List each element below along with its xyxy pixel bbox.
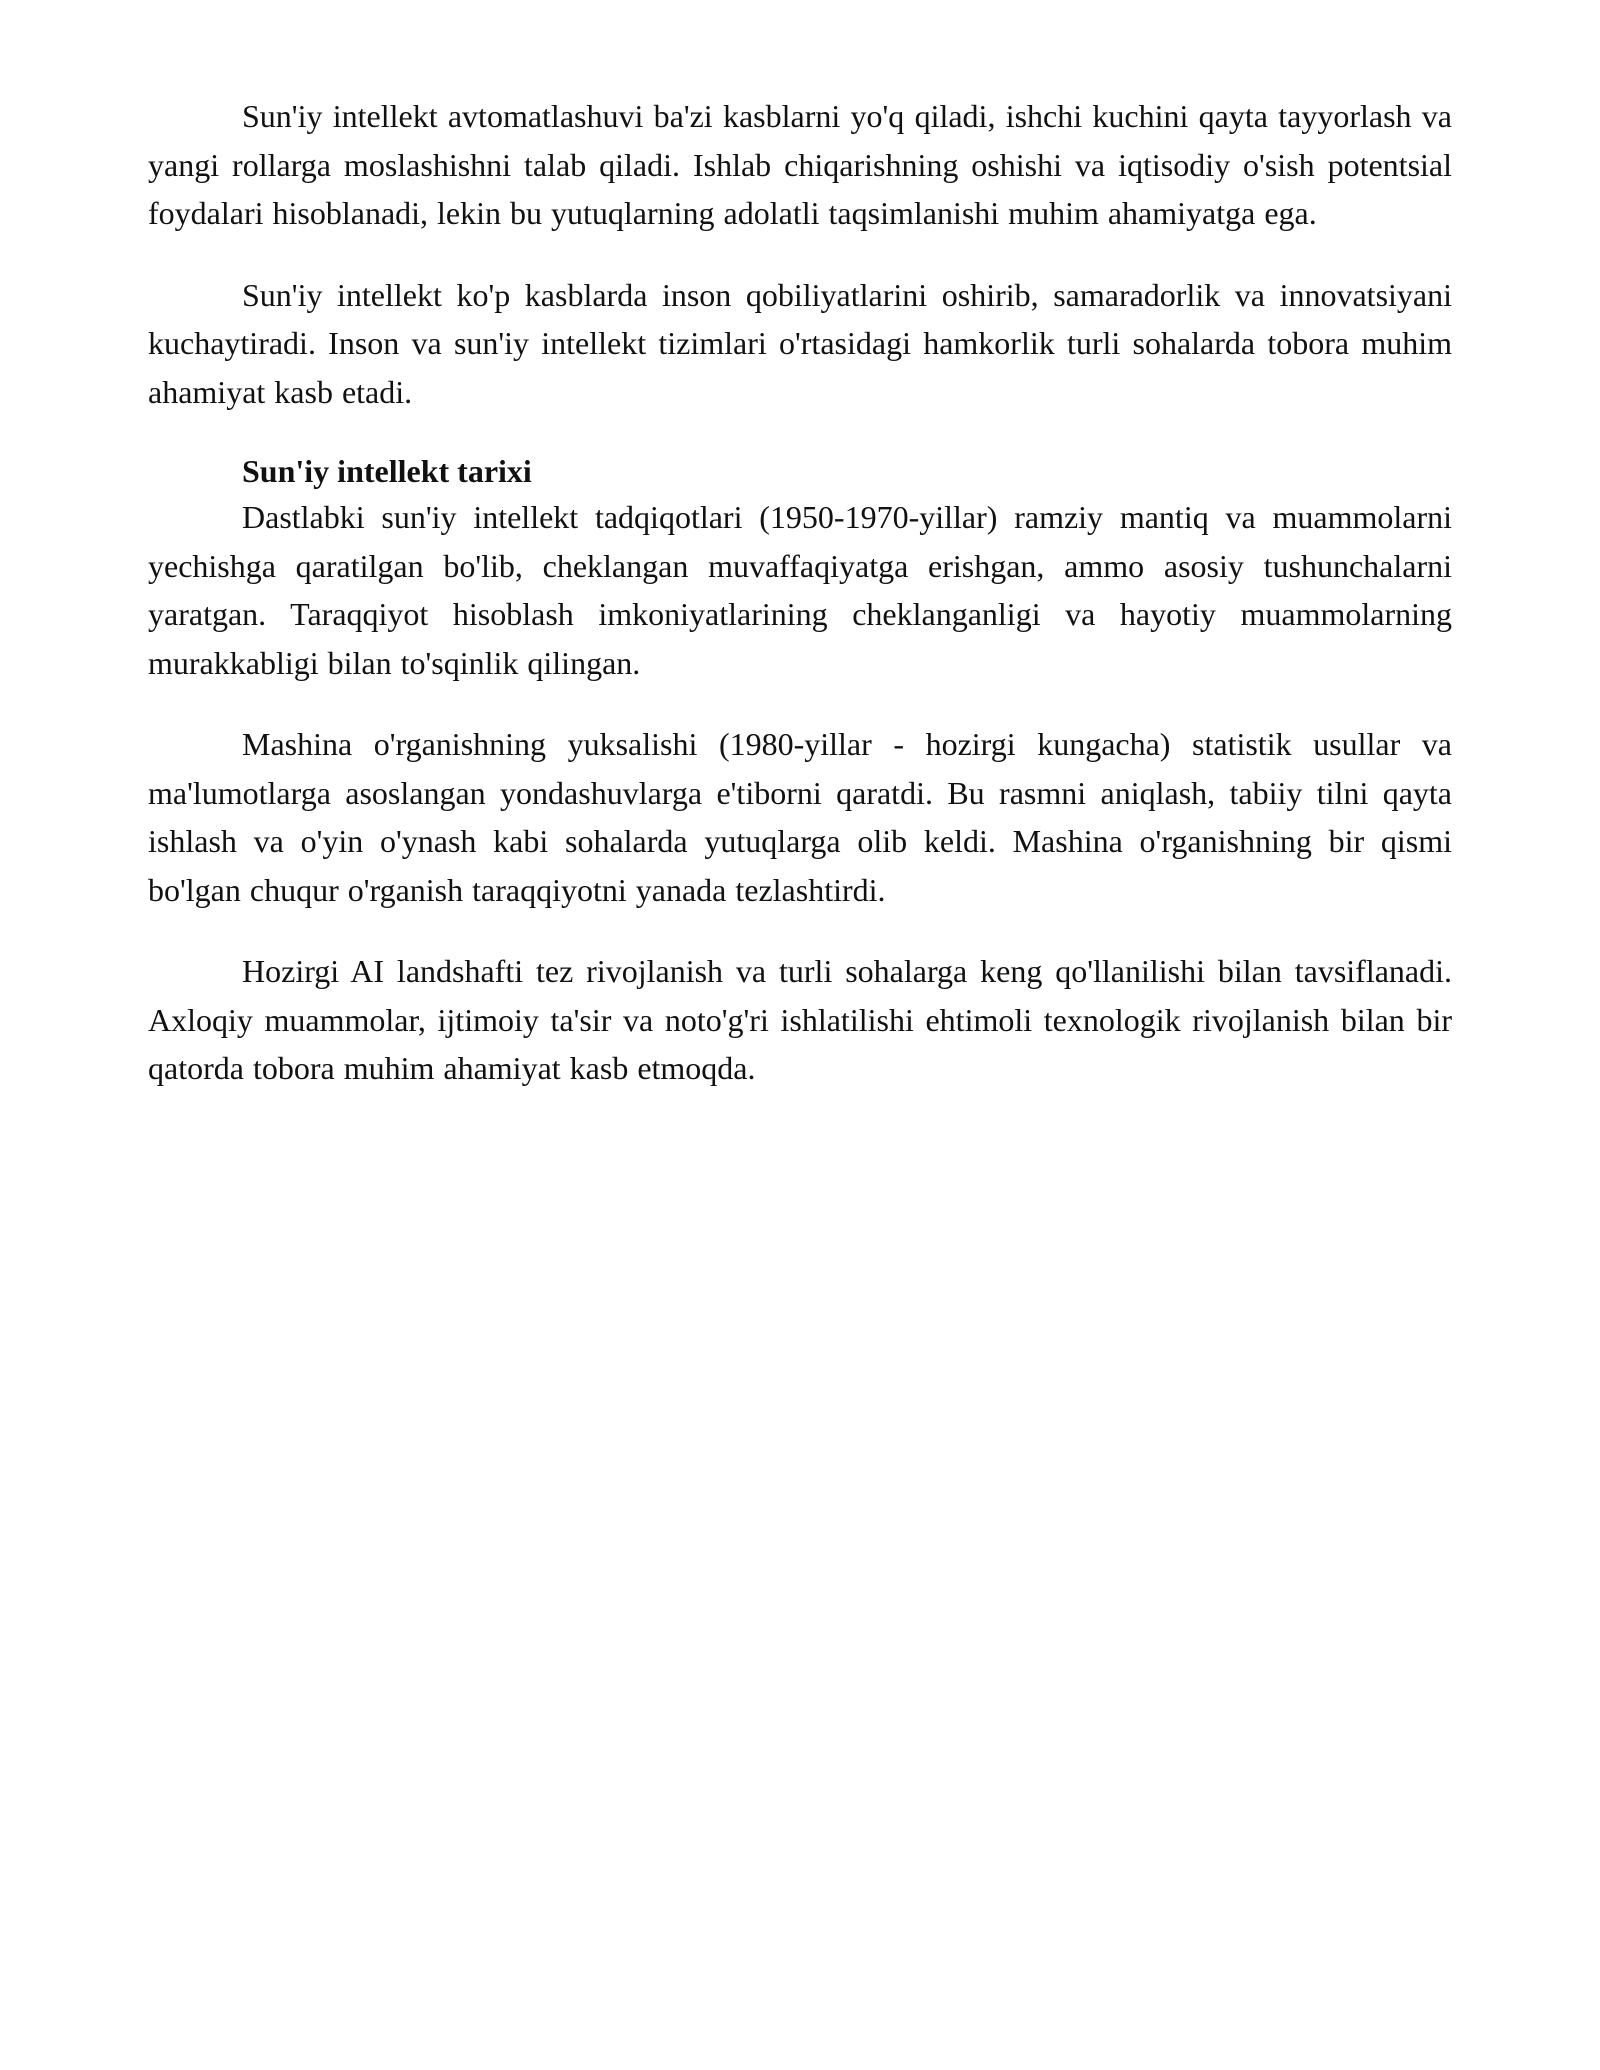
paragraph-ai-augmentation: Sun'iy intellekt ko'p kasblarda inson qobiliyatlarini oshirib, samaradorlik va innovatsiyani kuchaytiradi. Inson va sun'iy intellekt tizimlari o'rtasidagi hamkorlik turli sohalarda tobora muhim ahamiyat kasb etadi. — [148, 276, 1452, 410]
paragraph-current-ai-landscape: Hozirgi AI landshafti tez rivojlanish va turli sohalarga keng qo'llanilishi bilan tavsiflanadi. Axloqiy muammolar, ijtimoiy ta'sir va noto'g'ri ishlatilishi ehtimoli texnologik rivojlanish bilan bir qatorda tobora muhim ahamiyat kasb etmoqda. — [148, 953, 1452, 1086]
section-heading-ai-history: Sun'iy intellekt tarixi — [242, 453, 532, 489]
paragraph-ai-automation-jobs: Sun'iy intellekt avtomatlashuvi ba'zi kasblarni yo'q qiladi, ishchi kuchini qayta tayyorlash va yangi rollarga moslashishni talab qiladi. Ishlab chiqarishning oshishi va iqtisodiy o'sish potentsial foydalari hisoblanadi, lekin bu yutuqlarning adolatli taqsimlanishi muhim ahamiyatga ega. — [148, 98, 1452, 231]
paragraph-early-ai-research: Dastlabki sun'iy intellekt tadqiqotlari (1950-1970-yillar) ramziy mantiq va muammolarni yechishga qaratilgan bo'lib, cheklangan muvaffaqiyatga erishgan, ammo asosiy tushunchalarni yaratgan. Taraqqiyot hisoblash imkoniyatlarining cheklanganligi va hayotiy muammolarning murakkabligi bilan to'sqinlik qilingan. — [148, 499, 1452, 681]
document-body — [148, 92, 1452, 1126]
paragraph-machine-learning-rise: Mashina o'rganishning yuksalishi (1980-yillar - hozirgi kungacha) statistik usullar va ma'lumotlarga asoslangan yondashuvlarga e'tiborni qaratdi. Bu rasmni aniqlash, tabiiy tilni qayta ishlash va o'yin o'ynash kabi sohalarda yutuqlarga olib keldi. Mashina o'rganishning bir qismi bo'lgan chuqur o'rganish taraqqiyotni yanada tezlashtirdi. — [148, 726, 1452, 908]
